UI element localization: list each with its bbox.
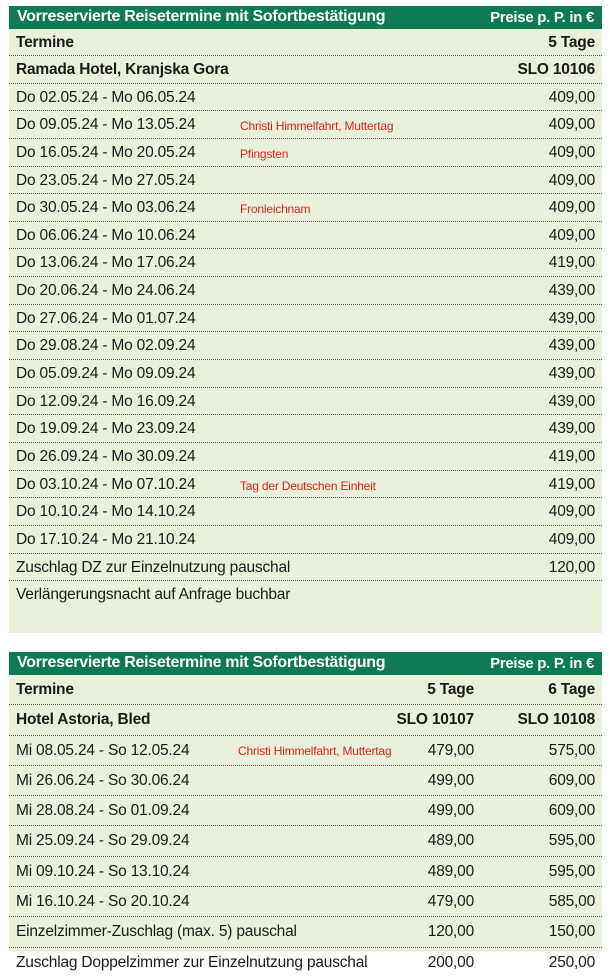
holiday-note: Fronleichnam (240, 202, 311, 217)
table-row (9, 388, 602, 416)
extension-row (9, 581, 602, 609)
travel-dates: Do 10.10.24 - Mo 14.10.24 (16, 503, 196, 521)
price-5-tage: 419,00 (548, 447, 595, 465)
holiday-note: Pfingsten (240, 146, 289, 161)
travel-dates: Do 05.09.24 - Mo 09.09.24 (16, 365, 196, 383)
price-5-tage: 439,00 (548, 309, 595, 327)
holiday-note: Christi Himmelfahrt, Muttertag (240, 119, 394, 134)
price-5-tage: 419,00 (548, 475, 595, 493)
travel-dates: Do 13.06.24 - Mo 17.06.24 (16, 254, 196, 272)
table-row (9, 796, 602, 826)
hotel-name: Ramada Hotel, Kranjska Gora (16, 61, 229, 78)
table-header-bar (9, 6, 602, 29)
price-6-tage: 609,00 (548, 771, 595, 789)
travel-dates: Mi 26.06.24 - So 30.06.24 (16, 771, 190, 789)
price-5-tage: 439,00 (548, 392, 595, 410)
table-row (9, 111, 602, 139)
travel-dates: Do 19.09.24 - Mo 23.09.24 (16, 420, 196, 438)
col-5-tage: 5 Tage (427, 681, 474, 698)
travel-dates: Do 27.06.24 - Mo 01.07.24 (16, 309, 196, 327)
table-row (9, 887, 602, 917)
price-5-tage: 499,00 (427, 802, 474, 820)
price-5-tage: 409,00 (548, 226, 595, 244)
table-row (9, 222, 602, 250)
price-5-tage: 409,00 (548, 116, 595, 134)
travel-dates: Do 09.05.24 - Mo 13.05.24 (16, 116, 196, 134)
price-5-tage: 439,00 (548, 365, 595, 383)
price-6-tage: 609,00 (548, 802, 595, 820)
table-row (9, 766, 602, 796)
price-5-tage: 489,00 (427, 862, 474, 880)
travel-dates: Mi 09.10.24 - So 13.10.24 (16, 862, 190, 880)
travel-dates: Do 26.09.24 - Mo 30.09.24 (16, 447, 196, 465)
table-row (9, 167, 602, 195)
travel-dates: Mi 25.09.24 - So 29.09.24 (16, 832, 190, 850)
price-6-tage: 585,00 (548, 893, 595, 911)
travel-dates: Do 20.06.24 - Mo 24.06.24 (16, 282, 196, 300)
extension-note: Verlängerungsnacht auf Anfrage buchbar (16, 586, 291, 604)
travel-dates: Mi 28.08.24 - So 01.09.24 (16, 802, 190, 820)
price-5-tage: 489,00 (427, 832, 474, 850)
travel-dates: Mi 16.10.24 - So 20.10.24 (16, 893, 190, 911)
price-5-tage: 409,00 (548, 143, 595, 161)
travel-dates: Mi 08.05.24 - So 12.05.24 (16, 741, 190, 759)
price-5-tage: 439,00 (548, 282, 595, 300)
table-row (9, 194, 602, 222)
table-row (9, 139, 602, 167)
travel-dates: Do 06.06.24 - Mo 10.06.24 (16, 226, 196, 244)
price-6-tage: 595,00 (548, 862, 595, 880)
travel-dates: Do 12.09.24 - Mo 16.09.24 (16, 392, 196, 410)
table-row (9, 277, 602, 305)
travel-dates: Do 30.05.24 - Mo 03.06.24 (16, 199, 196, 217)
double-surcharge-price-6: 250,00 (548, 953, 595, 971)
travel-dates: Do 03.10.24 - Mo 07.10.24 (16, 475, 196, 493)
table-row (9, 826, 602, 856)
double-surcharge-label: Zuschlag Doppelzimmer zur Einzelnutzung pauschal (16, 953, 368, 971)
travel-dates: Do 16.05.24 - Mo 20.05.24 (16, 143, 196, 161)
table-header-bar (9, 652, 602, 675)
double-surcharge-price-5: 200,00 (427, 953, 474, 971)
price-table-astoria (9, 652, 602, 971)
hotel-code-5: SLO 10107 (396, 711, 474, 729)
header-title: Vorreservierte Reisetermine mit Sofortbestätigung (17, 654, 386, 671)
hotel-code: SLO 10106 (517, 61, 595, 78)
col-termine: Termine (16, 34, 74, 51)
price-5-tage: 479,00 (427, 741, 474, 759)
table-row (9, 443, 602, 471)
hotel-row (9, 56, 602, 84)
table-row (9, 84, 602, 112)
price-5-tage: 439,00 (548, 420, 595, 438)
column-header-row (9, 29, 602, 56)
table-row (9, 498, 602, 526)
price-5-tage: 409,00 (548, 171, 595, 189)
travel-dates: Do 23.05.24 - Mo 27.05.24 (16, 171, 196, 189)
price-5-tage: 409,00 (548, 503, 595, 521)
single-surcharge-price-5: 120,00 (427, 923, 474, 941)
surcharge-label: Zuschlag DZ zur Einzelnutzung pauschal (16, 558, 291, 576)
surcharge-row (9, 554, 602, 582)
price-5-tage: 409,00 (548, 199, 595, 217)
price-5-tage: 409,00 (548, 88, 595, 106)
header-title: Vorreservierte Reisetermine mit Sofortbestätigung (17, 8, 386, 25)
single-surcharge-row (9, 917, 602, 947)
single-surcharge-label: Einzelzimmer-Zuschlag (max. 5) pauschal (16, 923, 297, 941)
travel-dates: Do 29.08.24 - Mo 02.09.24 (16, 337, 196, 355)
header-price-note: Preise p. P. in € (490, 655, 594, 672)
col-5-tage: 5 Tage (548, 34, 595, 51)
travel-dates: Do 17.10.24 - Mo 21.10.24 (16, 530, 196, 548)
hotel-name: Hotel Astoria, Bled (16, 711, 151, 729)
price-5-tage: 409,00 (548, 530, 595, 548)
price-5-tage: 419,00 (548, 254, 595, 272)
price-5-tage: 439,00 (548, 337, 595, 355)
col-termine: Termine (16, 681, 74, 698)
price-6-tage: 575,00 (548, 741, 595, 759)
surcharge-price: 120,00 (548, 558, 595, 576)
col-6-tage: 6 Tage (548, 681, 595, 698)
table-row (9, 736, 602, 766)
table-row (9, 360, 602, 388)
price-table-ramada (9, 6, 602, 633)
price-6-tage: 595,00 (548, 832, 595, 850)
price-5-tage: 499,00 (427, 771, 474, 789)
single-surcharge-price-6: 150,00 (548, 923, 595, 941)
travel-dates: Do 02.05.24 - Mo 06.05.24 (16, 88, 196, 106)
table-row (9, 471, 602, 499)
holiday-note: Christi Himmelfahrt, Muttertag (238, 743, 392, 758)
double-surcharge-row (9, 948, 602, 978)
header-price-note: Preise p. P. in € (490, 9, 594, 26)
holiday-note: Tag der Deutschen Einheit (240, 478, 376, 493)
table-row (9, 305, 602, 333)
table-row (9, 249, 602, 277)
table-row (9, 332, 602, 360)
table-row (9, 526, 602, 554)
price-5-tage: 479,00 (427, 893, 474, 911)
table-row (9, 415, 602, 443)
hotel-row (9, 705, 602, 735)
table-row (9, 857, 602, 887)
hotel-code-6: SLO 10108 (517, 711, 595, 729)
column-header-row (9, 675, 602, 705)
